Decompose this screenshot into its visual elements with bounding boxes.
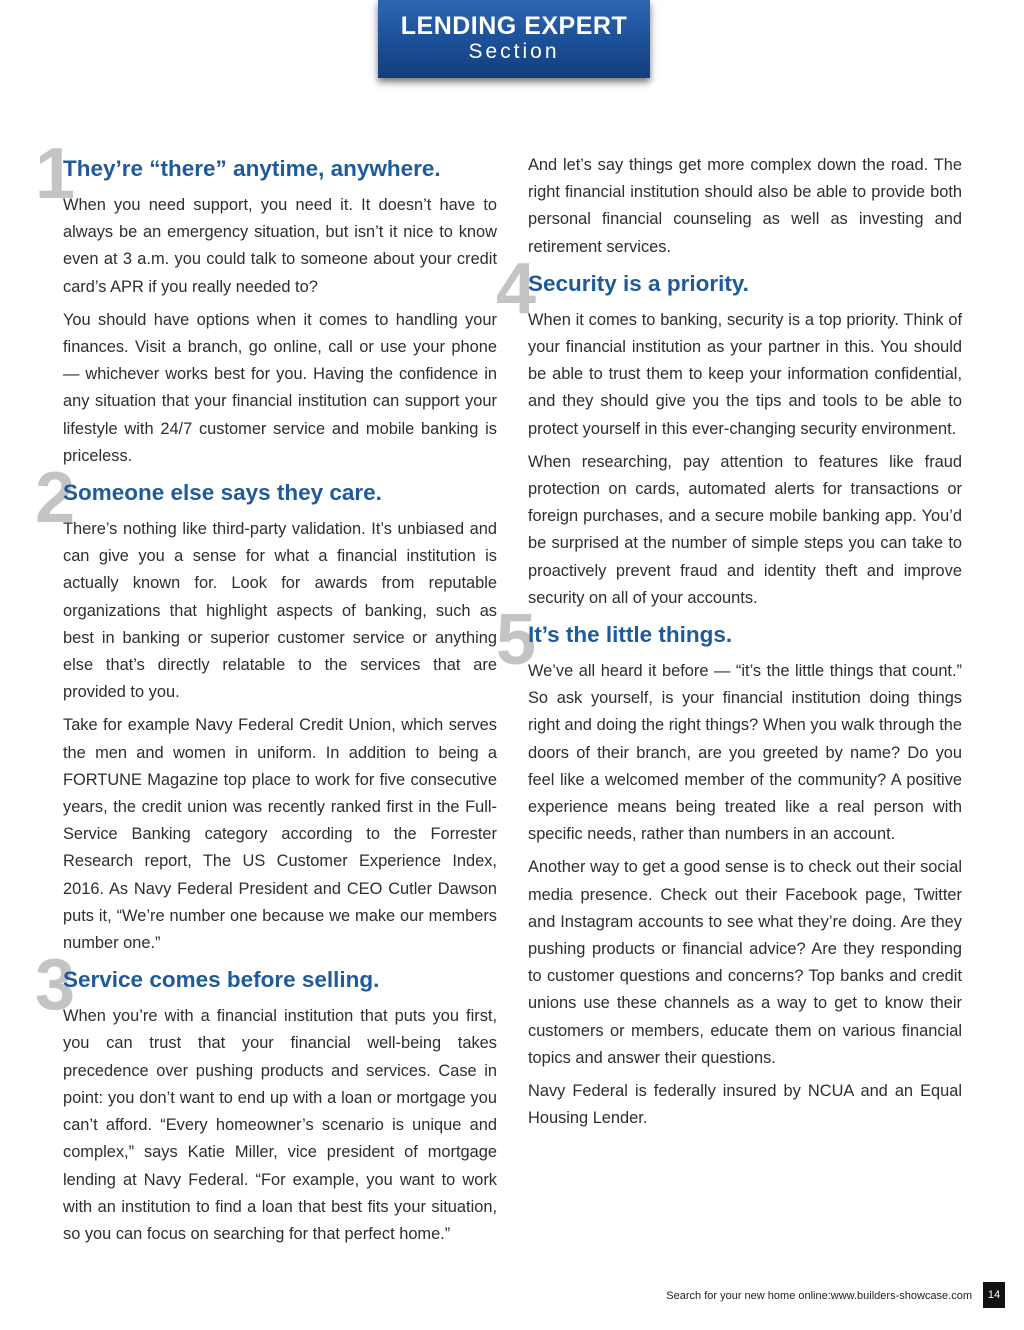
- left-column: [35, 134, 497, 1254]
- section-number-5: 5: [496, 600, 535, 681]
- paragraph: You should have options when it comes to handling your finances. Visit a branch, go online, call or use your phone — whichever works best for you. Having the confidence in any situation that your financial institution can support your lifestyle with 24/7 customer service and mobile banking is priceless.: [63, 310, 497, 465]
- paragraph: There’s nothing like third-party validation. It’s unbiased and can give you a sense for what a financial institution is actually known for. Look for awards from reputable organizations that highlight aspects of banking, such as best in banking or superior customer service or anything else that’s directly relatable to the services that are provided to you.: [63, 520, 497, 702]
- section-number-1: 1: [35, 134, 74, 214]
- section-banner: [378, 0, 650, 78]
- section-2: [35, 458, 497, 957]
- banner-title: LENDING EXPERT: [400, 12, 628, 40]
- paragraph: When you need support, you need it. It doesn’t have to always be an emergency situation, but isn’t it nice to know even at 3 a.m. you could talk to someone about your credit card’s APR if you really needed to?: [63, 196, 497, 296]
- section-heading-5: It’s the little things.: [528, 622, 733, 648]
- page-number: 14: [983, 1282, 1005, 1308]
- paragraph: Navy Federal is federally insured by NCUA and an Equal Housing Lender.: [528, 1082, 962, 1128]
- paragraph: We’ve all heard it before — “it’s the little things that count.” So ask yourself, is your financial institution doing things right and doing the right things? When you walk through the doors of their branch, are you greeted by name? Do you feel like a welcomed member of the community? A positive experience means being treated like a real person with specific needs, rather than numbers in an account.: [528, 662, 962, 844]
- section-1: [35, 134, 497, 470]
- paragraph: When you’re with a financial institution that puts you first, you can trust that your financial well-being takes precedence over pushing products and services. Case in point: you don’t want to end up with a loan or mortgage you can’t afford. “Every homeowner’s scenario is unique and complex,” says Katie Miller, vice president of mortgage lending at Navy Federal. “For example, you want to work with an institution to find a loan that best fits your situation, so you can focus on searching for that perfect home.”: [63, 1007, 497, 1243]
- section-heading-1: They’re “there” anytime, anywhere.: [63, 156, 441, 181]
- section-number-3: 3: [35, 945, 74, 1026]
- paragraph: When researching, pay attention to features like fraud protection on cards, automated alerts for transactions or foreign purchases, and a secure mobile banking app. You’d be surprised at the number of simple steps you can take to proactively prevent fraud and identity theft and improve security on all of your accounts.: [528, 452, 962, 607]
- right-column: [496, 152, 962, 1139]
- footer-text: Search for your new home online:www.builders-showcase.com: [666, 1290, 972, 1302]
- paragraph: Another way to get a good sense is to check out their social media presence. Check out their Facebook page, Twitter and Instagram accounts to see what they’re doing. Are they pushing products or financial advice? Are they responding to customer questions and concerns? Top banks and credit unions use these channels as a way to get to know their customers or members, educate them on various financial topics and answer their questions.: [528, 858, 962, 1067]
- section-heading-2: Someone else says they care.: [63, 480, 382, 506]
- paragraph: Take for example Navy Federal Credit Union, which serves the men and women in uniform. In addition to being a FORTUNE Magazine top place to work for five consecutive years, the credit union was recently ranked first in the Full-Service Banking category according to the Forrester Research report, The US Customer Experience Index, 2016. As Navy Federal President and CEO Cutler Dawson puts it, “We’re number one because we make our members number one.”: [63, 716, 497, 953]
- section-heading-3: Service comes before selling.: [63, 967, 380, 993]
- section-heading-4: Security is a priority.: [528, 270, 749, 296]
- section-3: [35, 945, 497, 1248]
- banner-subtitle: Section: [468, 40, 560, 63]
- paragraph: When it comes to banking, security is a top priority. Think of your financial institution as your partner in this. You should be able to trust them to keep your information confidential, and they should give you the tips and tools to be able to protect yourself in this ever-changing security environment.: [528, 310, 962, 438]
- section-number-4: 4: [496, 248, 535, 329]
- section-number-2: 2: [35, 458, 74, 539]
- paragraph: And let’s say things get more complex down the road. The right financial institution should also be able to provide both personal financial counseling as well as investing and retirement services.: [528, 156, 962, 256]
- section-5: [496, 600, 962, 1132]
- section-4: [496, 248, 962, 612]
